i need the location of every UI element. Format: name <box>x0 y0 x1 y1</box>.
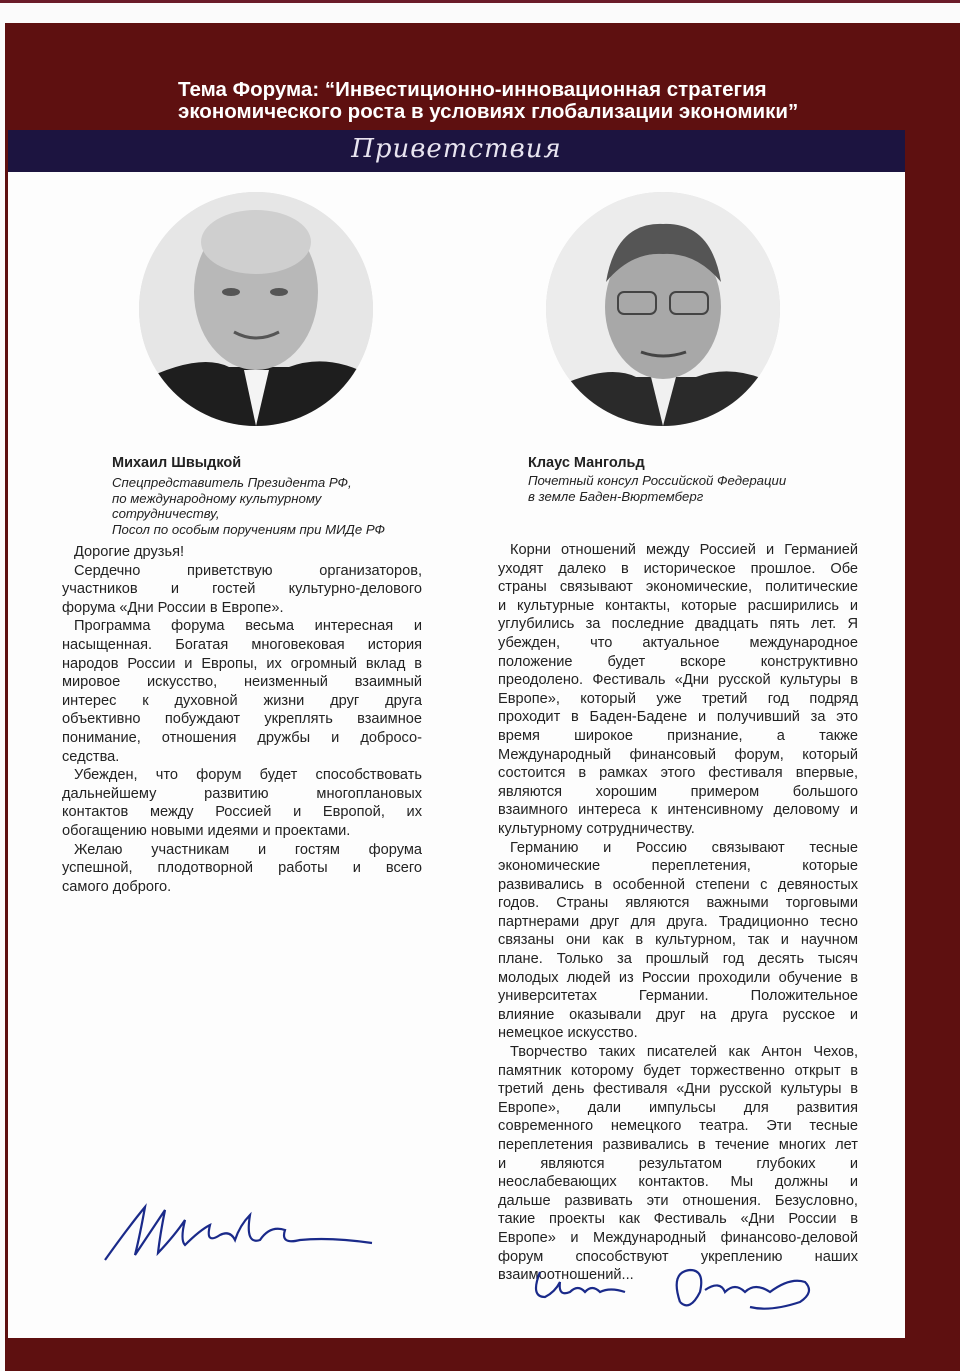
text-line: обогащению новыми идеями и проектами. <box>62 822 351 839</box>
text-line: университетах Германии. Положительное <box>498 988 858 1005</box>
text-line: немецкое искусство. <box>498 1025 638 1042</box>
text-line: Европе», который уже третий год подряд <box>498 690 858 707</box>
text-line: годов. Страны являются важными торговыми <box>498 895 858 912</box>
text-line: и культурные контакты, которые расширились и <box>498 597 858 614</box>
author-name-right: Клаус Мангольд <box>528 455 645 471</box>
text-line: переплетения развивались в течение многих лет <box>498 1137 858 1153</box>
text-line: мировое искусство, неизменный взаимный <box>62 674 422 691</box>
role-line: Почетный консул Российской Федерации <box>528 473 787 488</box>
text-line: Программа форума весьма интересная и <box>74 618 422 635</box>
text-line: и являются результатом глубоких и <box>498 1155 858 1172</box>
text-line: Корни отношений между Россией и Германией <box>510 542 858 558</box>
text-line: контактов между Россией и Европой, их <box>62 804 422 821</box>
text-line: дальше развивать эти отношения. Безусловно, <box>498 1192 858 1209</box>
text-line: Сердечно приветствую организаторов, <box>74 562 422 579</box>
paragraph <box>62 766 422 840</box>
signature-shvydkoy <box>100 1195 380 1270</box>
text-line: форума «Дни России в Европе». <box>62 599 284 616</box>
text-line: современного немецкого театра. Эти тесные <box>498 1118 858 1135</box>
text-line: преодолено. Фестиваль «Дни русской культуры в <box>498 672 858 689</box>
text-line: самого доброго. <box>62 878 172 895</box>
text-line: проходит в Баден-Бадене и получивший за это <box>498 709 858 726</box>
text-line: Международный финансовый форум, который <box>498 746 858 763</box>
top-edge <box>0 0 960 3</box>
text-line: положение будет вскоре конструктивно <box>498 653 858 670</box>
forum-theme-header <box>5 79 960 123</box>
text-line: убежден, что актуальное международное <box>498 634 858 651</box>
section-banner <box>8 130 905 172</box>
text-line: объективно побуждают укреплять взаимное <box>62 711 422 728</box>
greeting-text-left <box>62 543 422 896</box>
portrait-mangold <box>546 192 780 426</box>
text-line: Европе» и Международный финансово-деловой <box>498 1229 858 1246</box>
paragraph <box>498 541 858 839</box>
text-line: Желаю участникам и гостям форума <box>74 841 422 858</box>
text-line: Творчество таких писателей как Антон Чехов, <box>510 1044 858 1061</box>
text-line: развивались в особенной степени с девяностых <box>498 876 858 893</box>
text-line: неослабевающих контактов. Мы должны и <box>498 1174 858 1191</box>
text-line: связаны они как в культурном, так и научном <box>498 932 858 949</box>
author-name-left: Михаил Швыдкой <box>112 455 242 471</box>
text-line: молодых людей из России проходили обучение в <box>498 969 858 986</box>
text-line: состоится в рамках этого фестиваля впервые, <box>498 765 858 782</box>
text-line: участников и гостей культурно-делового <box>62 581 422 598</box>
text-line: успешной, плодотворной работы и всего <box>62 860 422 877</box>
text-line: экономические переплетения, которые <box>498 858 858 875</box>
text-line: Европе», дали импульсы для развития <box>498 1099 858 1116</box>
role-line: Спецпредставитель Президента РФ, <box>112 475 352 490</box>
text-line: понимание, отношения дружбы и добросо- <box>62 729 422 746</box>
portrait-shvydkoy <box>139 192 373 426</box>
role-line: сотрудничеству, <box>112 506 220 521</box>
text-line: Дорогие друзья! <box>74 544 185 560</box>
text-line: народов России и Европы, их огромный вклад в <box>62 655 422 672</box>
author-role-right <box>528 473 786 504</box>
role-line: Посол по особым поручениям при МИДе РФ <box>112 521 385 537</box>
paragraph <box>62 562 422 618</box>
text-line: такие проекты как Фестиваль «Дни России в <box>498 1211 858 1228</box>
header-line: экономического роста в условиях глобализации экономики” <box>178 100 799 123</box>
text-line: взаимоотношений... <box>498 1267 634 1284</box>
text-line: страны связывают экономические, политические <box>498 579 858 596</box>
text-line: интерес к духовной жизни друг друга <box>62 692 422 709</box>
paragraph <box>62 617 422 766</box>
text-line: углубились за последние двадцать пять лет. Я <box>498 616 858 633</box>
paragraph <box>62 841 422 897</box>
greeting-text-right <box>498 541 858 1285</box>
paragraph <box>62 543 422 562</box>
text-line: дальнейшему развитию многоплановых <box>62 785 422 802</box>
text-line: третий день фестиваля «Дни русской культуры в <box>498 1081 858 1098</box>
text-line: уходят далеко в историческое прошлое. Обе <box>498 560 858 577</box>
text-line: взаимного интереса к интенсивному деловому и <box>498 802 858 819</box>
text-line: Убежден, что форум будет способствовать <box>74 767 422 784</box>
text-line: седства. <box>62 748 120 765</box>
header-line: Тема Форума: “Инвестиционно-инновационная стратегия <box>178 78 767 101</box>
text-line: насыщенная. Богатая многовековая история <box>62 636 422 653</box>
text-line: Германию и Россию связывают тесные <box>510 839 858 856</box>
text-line: время широкое признание, а также <box>498 727 858 744</box>
signature-mangold <box>530 1262 840 1322</box>
text-line: форум способствуют укреплению наших <box>498 1248 858 1265</box>
role-line: по международному культурному <box>112 490 322 506</box>
text-line: культурному сотрудничеству. <box>498 820 695 837</box>
text-line: плане. Только за прошлый год десять тысяч <box>498 951 858 968</box>
section-title: Приветствия <box>351 134 562 164</box>
text-line: влияние оказывали друг на друга русское и <box>498 1006 858 1023</box>
paragraph <box>498 839 858 1044</box>
text-line: памятник которому будет торжественно открыт в <box>498 1062 858 1079</box>
text-line: партнерами друг для друга. Традиционно тесно <box>498 913 858 930</box>
text-line: являются хорошим примером большого <box>498 783 858 800</box>
paragraph <box>498 1043 858 1285</box>
role-line: в земле Баден-Вюртемберг <box>528 488 704 504</box>
author-role-left <box>112 475 385 537</box>
